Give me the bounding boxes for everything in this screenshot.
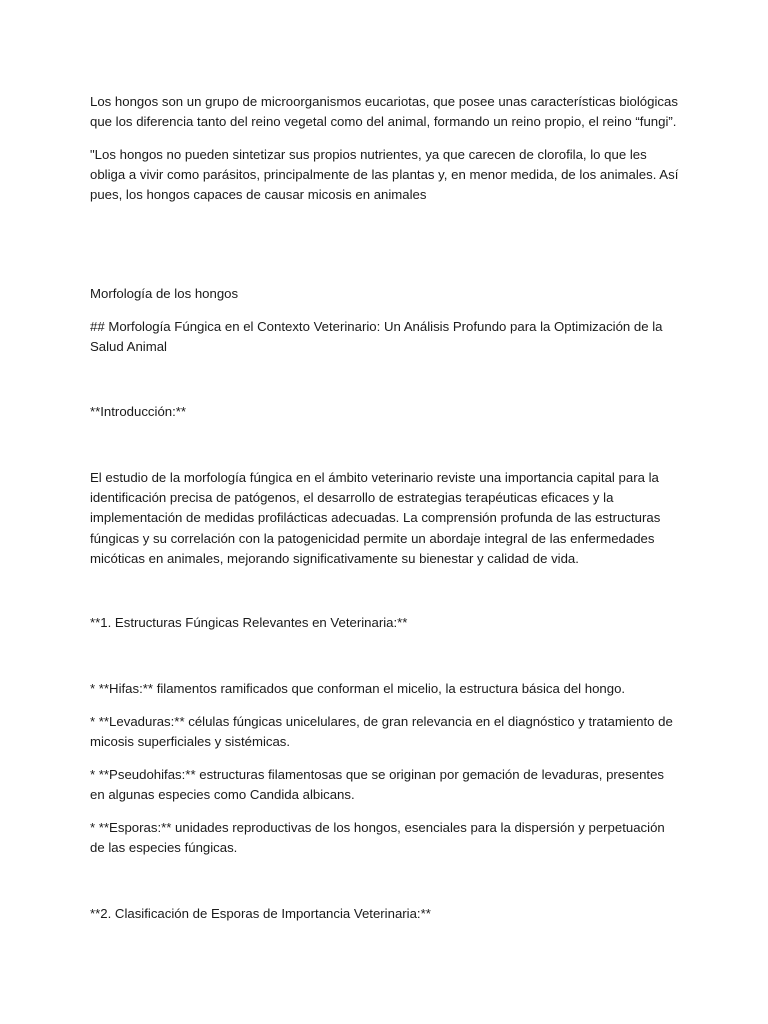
list-item-pseudohifas: * **Pseudohifas:** estructuras filamentosas que se originan por gemación de levaduras, presentes en algunas especies como Candida albicans. (90, 767, 664, 803)
heading-structures: **1. Estructuras Fúngicas Relevantes en Veterinaria:** (90, 615, 408, 630)
paragraph-intro-fungi: Los hongos son un grupo de microorganismos eucariotas, que posee unas características biológicas que los diferencia tanto del reino vegetal como del animal, formando un reino propio, el reino “fungi”. (90, 94, 678, 130)
heading-introduction: **Introducción:** (90, 404, 187, 419)
list-item-levaduras: * **Levaduras:** células fúngicas unicelulares, de gran relevancia en el diagnóstico y tratamiento de micosis superficiales y sistémicas. (90, 714, 673, 750)
paragraph-introduction-body: El estudio de la morfología fúngica en el ámbito veterinario reviste una importancia capital para la identificación precisa de patógenos, el desarrollo de estrategias terapéuticas eficaces y la implementación de medidas profilácticas adecuadas. La comprensión profunda de las estructuras fúngicas y su correlación con la patogenicidad permite un abordaje integral de las enfermedades micóticas en animales, mejorando significativamente su bienestar y calidad de vida. (90, 470, 661, 566)
section-title-morphology: Morfología de los hongos (90, 286, 239, 301)
list-item-hifas: * **Hifas:** filamentos ramificados que conforman el micelio, la estructura básica del hongo. (90, 681, 626, 696)
heading-veterinary-morphology: ## Morfología Fúngica en el Contexto Veterinario: Un Análisis Profundo para la Optimización de la Salud Animal (90, 319, 663, 355)
list-item-esporas: * **Esporas:** unidades reproductivas de los hongos, esenciales para la dispersión y perpetuación de las especies fúngicas. (90, 820, 665, 856)
heading-spore-classification: **2. Clasificación de Esporas de Importancia Veterinaria:** (90, 906, 431, 921)
paragraph-quote-nutrients: "Los hongos no pueden sintetizar sus propios nutrientes, ya que carecen de clorofila, lo que les obliga a vivir como parásitos, principalmente de las plantas y, en menor medida, de los animales. Así pues, los hongos capaces de causar micosis en animales (90, 147, 679, 203)
